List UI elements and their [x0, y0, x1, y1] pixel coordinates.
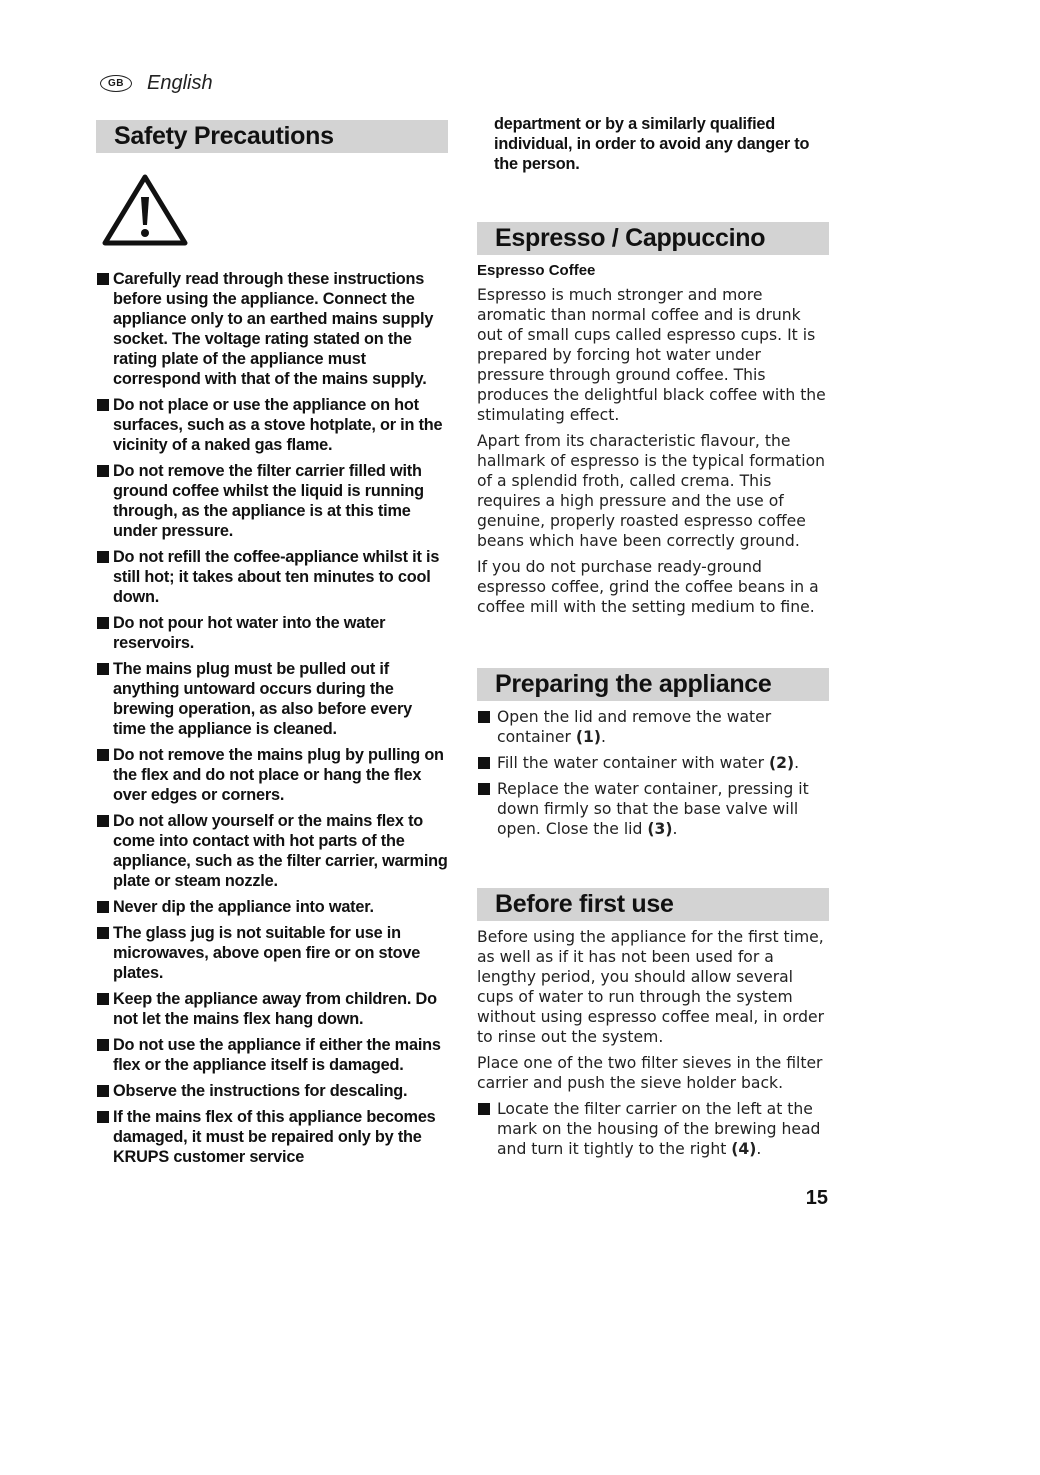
- safety-item-text: Do not place or use the appliance on hot surfaces, such as a stove hotplate, or in the vicinity of a naked gas flame.: [113, 396, 443, 454]
- safety-item: [96, 745, 448, 805]
- first-use-paragraph: Before using the appliance for the first time, as well as if it has not been used for a lengthy period, you should allow several cups of water to run through the system without using espresso coffee meal, in order to rinse out the system.: [477, 928, 825, 1046]
- square-bullet-icon: [97, 663, 109, 675]
- figure-reference: (3): [647, 820, 673, 838]
- preparing-step: [477, 707, 829, 747]
- step-end: .: [672, 820, 678, 838]
- safety-item-text: Do not remove the mains plug by pulling on the flex and do not place or hang the flex over edges or corners.: [113, 746, 444, 804]
- espresso-paragraph: Apart from its characteristic flavour, the hallmark of espresso is the typical formation of a splendid froth, called crema. This requires a high pressure and the use of genuine, properly roasted espresso coffee beans which have been correctly ground.: [477, 432, 825, 550]
- square-bullet-icon: [97, 901, 109, 913]
- square-bullet-icon: [97, 815, 109, 827]
- square-bullet-icon: [97, 749, 109, 761]
- safety-item: [96, 1107, 448, 1167]
- square-bullet-icon: [478, 783, 490, 795]
- safety-item-text: The mains plug must be pulled out if anything untoward occurs during the brewing operation, as also before every time the appliance is cleaned.: [113, 660, 412, 738]
- safety-item: [96, 1035, 448, 1075]
- first-use-paragraph: Place one of the two filter sieves in the filter carrier and push the sieve holder back.: [477, 1054, 823, 1092]
- step-text: Locate the filter carrier on the left at the mark on the housing of the brewing head and turn it tightly to the right: [497, 1100, 821, 1158]
- espresso-section: [477, 222, 829, 623]
- first-use-step: [477, 1099, 829, 1159]
- square-bullet-icon: [97, 399, 109, 411]
- safety-item-text: Do not refill the coffee-appliance whilst it is still hot; it takes about ten minutes to cool down.: [113, 548, 440, 606]
- safety-item: [96, 923, 448, 983]
- warning-triangle-icon: [100, 171, 190, 251]
- safety-item: [96, 461, 448, 541]
- step-end: .: [600, 728, 606, 746]
- safety-item-text: Do not allow yourself or the mains flex to come into contact with hot parts of the appliance, such as the filter carrier, warming plate or steam nozzle.: [113, 812, 448, 890]
- left-column: [96, 120, 448, 1173]
- step-end: .: [794, 754, 800, 772]
- step-end: .: [756, 1140, 762, 1158]
- safety-item: [96, 395, 448, 455]
- safety-list: [96, 269, 448, 1167]
- square-bullet-icon: [97, 1039, 109, 1051]
- step-text: Fill the water container with water: [497, 754, 769, 772]
- language-indicator: [100, 70, 213, 96]
- espresso-subheading: Espresso Coffee: [477, 262, 596, 279]
- first-use-section: [477, 888, 829, 1165]
- square-bullet-icon: [478, 1103, 490, 1115]
- espresso-heading: Espresso / Cappuccino: [477, 222, 829, 255]
- safety-item-text: Do not use the appliance if either the mains flex or the appliance itself is damaged.: [113, 1036, 441, 1074]
- safety-item-text: Do not remove the filter carrier filled with ground coffee whilst the liquid is running through, as the appliance is at this time under pressure.: [113, 462, 424, 540]
- safety-item: [96, 897, 448, 917]
- square-bullet-icon: [97, 551, 109, 563]
- safety-item-text: Do not pour hot water into the water reservoirs.: [113, 614, 386, 652]
- safety-heading: Safety Precautions: [96, 120, 448, 153]
- preparing-section: [477, 668, 829, 845]
- square-bullet-icon: [97, 273, 109, 285]
- preparing-list: [477, 707, 829, 839]
- preparing-step: [477, 753, 829, 773]
- page-number: 15: [805, 1187, 828, 1209]
- safety-item-text: Observe the instructions for descaling.: [113, 1082, 408, 1100]
- safety-item-text: The glass jug is not suitable for use in microwaves, above open fire or on stove plates.: [113, 924, 421, 982]
- figure-reference: (2): [769, 754, 795, 772]
- espresso-paragraph: Espresso is much stronger and more aromatic than normal coffee and is drunk out of small cups called espresso cups. It is prepared by forcing hot water under pressure through ground coffee. This produces the delightful black coffee with the stimulating effect.: [477, 286, 826, 424]
- step-text: Open the lid and remove the water container: [497, 708, 772, 746]
- safety-item: [96, 989, 448, 1029]
- figure-reference: (1): [575, 728, 601, 746]
- right-column: [477, 114, 829, 174]
- preparing-step: [477, 779, 829, 839]
- square-bullet-icon: [478, 757, 490, 769]
- square-bullet-icon: [97, 1111, 109, 1123]
- figure-reference: (4): [731, 1140, 757, 1158]
- first-use-heading: Before first use: [477, 888, 829, 921]
- preparing-heading: Preparing the appliance: [477, 668, 829, 701]
- safety-item: [96, 613, 448, 653]
- espresso-paragraph: If you do not purchase ready-ground espresso coffee, grind the coffee beans in a coffee mill with the setting medium to fine.: [477, 558, 819, 616]
- safety-item: [96, 1081, 448, 1101]
- safety-item-text: If the mains flex of this appliance becomes damaged, it must be repaired only by the KRUPS customer service: [113, 1108, 436, 1166]
- safety-item-text: Carefully read through these instructions before using the appliance. Connect the appliance only to an earthed mains supply socket. The voltage rating stated on the rating plate of the appliance must correspond with that of the mains supply.: [113, 270, 434, 388]
- square-bullet-icon: [97, 927, 109, 939]
- safety-item: [96, 547, 448, 607]
- step-text: Replace the water container, pressing it down firmly so that the base valve will open. Close the lid: [497, 780, 809, 838]
- safety-item-text: Keep the appliance away from children. Do not let the mains flex hang down.: [113, 990, 437, 1028]
- square-bullet-icon: [97, 1085, 109, 1097]
- safety-continuation: department or by a similarly qualified individual, in order to avoid any danger to the person.: [494, 115, 810, 173]
- square-bullet-icon: [97, 617, 109, 629]
- square-bullet-icon: [97, 993, 109, 1005]
- square-bullet-icon: [478, 711, 490, 723]
- country-code-badge: GB: [100, 75, 132, 92]
- safety-item: [96, 269, 448, 389]
- square-bullet-icon: [97, 465, 109, 477]
- first-use-list: [477, 1099, 829, 1159]
- safety-item-text: Never dip the appliance into water.: [113, 898, 374, 916]
- language-label: English: [147, 71, 213, 94]
- safety-item: [96, 811, 448, 891]
- safety-item: [96, 659, 448, 739]
